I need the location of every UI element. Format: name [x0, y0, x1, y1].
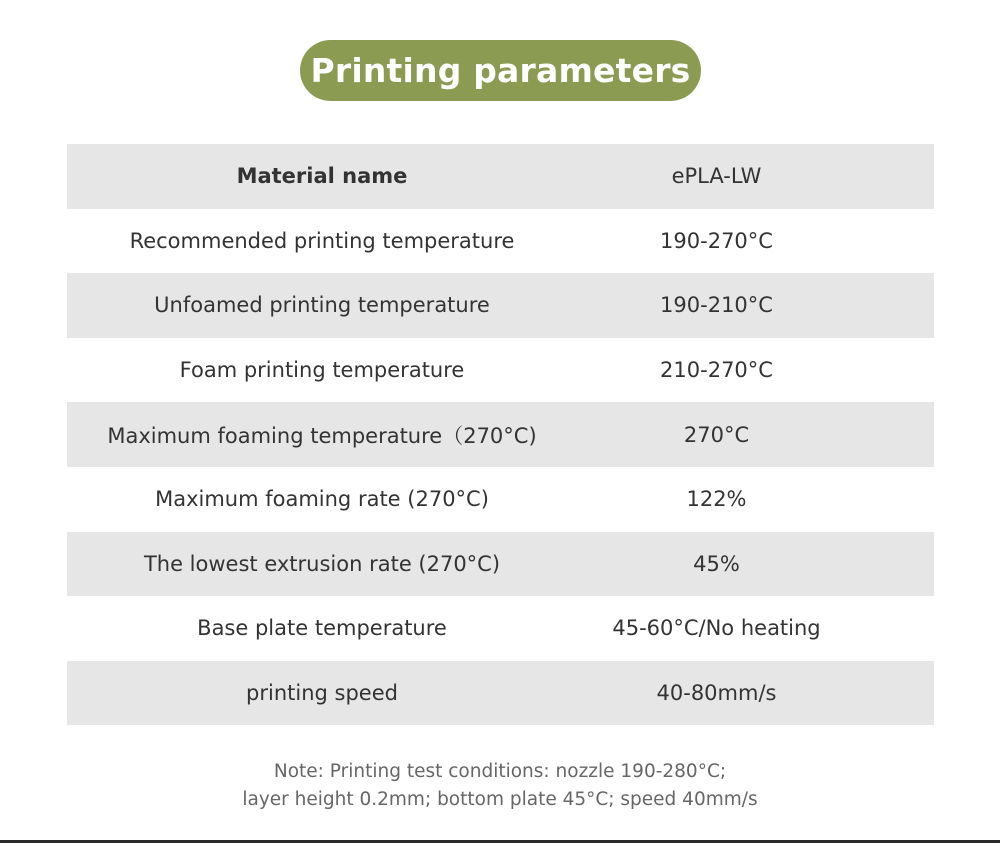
table-row	[67, 402, 934, 467]
row-label: Maximum foaming rate (270°C)	[155, 487, 489, 512]
table-row	[67, 338, 934, 403]
table-row	[67, 467, 934, 532]
note-line-2: layer height 0.2mm; bottom plate 45°C; speed 40mm/s	[242, 789, 758, 810]
row-value: 210-270°C	[660, 358, 773, 383]
table-header-row	[67, 144, 934, 209]
row-label: Base plate temperature	[197, 616, 447, 641]
table-row	[67, 661, 934, 726]
row-label: The lowest extrusion rate (270°C)	[143, 551, 501, 576]
row-label: Material name	[236, 164, 408, 189]
page-title: Printing parameters	[310, 51, 691, 90]
table-row	[67, 596, 934, 661]
table-row	[67, 273, 934, 338]
row-label: Unfoamed printing temperature	[154, 293, 490, 318]
row-label: printing speed	[246, 681, 398, 706]
row-value: ePLA-LW	[671, 164, 762, 189]
note-line-1: Note: Printing test conditions: nozzle 190-280°C;	[273, 761, 727, 782]
row-value: 190-270°C	[660, 228, 773, 253]
parameters-table	[67, 144, 934, 725]
row-value: 190-210°C	[660, 293, 773, 318]
row-value: 270°C	[683, 422, 750, 447]
row-value: 45-60°C/No heating	[612, 616, 821, 641]
table-row	[67, 209, 934, 274]
test-conditions-note	[0, 758, 1000, 814]
table-row	[67, 532, 934, 597]
row-label: Foam printing temperature	[179, 358, 465, 383]
row-label: Recommended printing temperature	[129, 228, 515, 253]
row-label: Maximum foaming temperature（270°C)	[107, 423, 537, 448]
title-banner	[300, 40, 701, 101]
row-value: 40-80mm/s	[656, 681, 777, 706]
row-value: 45%	[693, 551, 740, 576]
row-value: 122%	[686, 487, 747, 512]
